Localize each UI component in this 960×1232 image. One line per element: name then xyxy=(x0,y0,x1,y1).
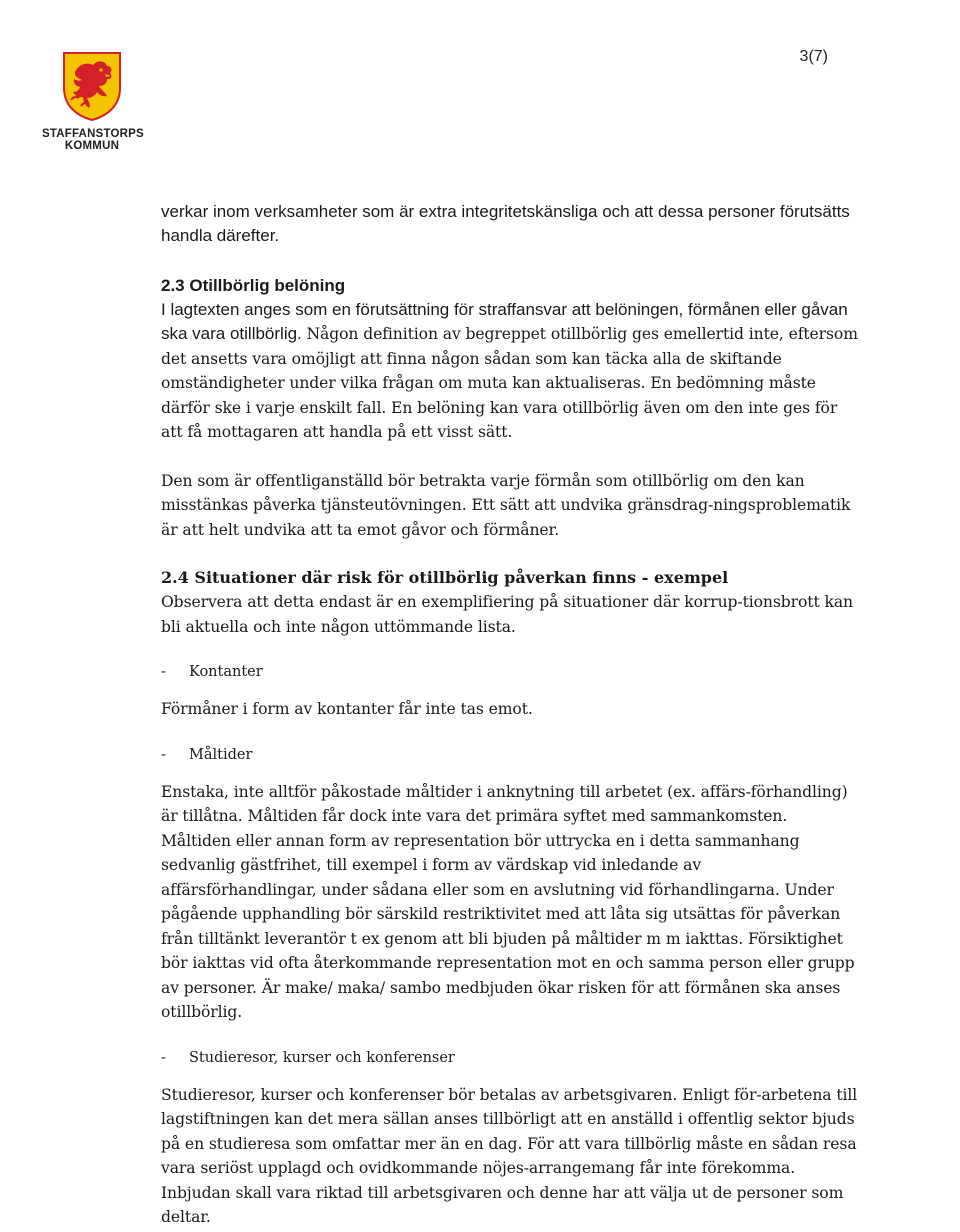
section-2-4-heading: 2.4 Situationer där risk för otillbörlig påverkan finns - exempel xyxy=(161,568,729,587)
logo-text-line1: STAFFANSTORPS xyxy=(42,128,144,140)
section-2-4-intro: Observera att detta endast är en exemplifiering på situationer där korrup-tionsbrott kan bli aktuella och inte någon uttömmande lista. xyxy=(161,593,853,636)
list-item-text: Förmåner i form av kontanter får inte tas emot. xyxy=(161,700,533,718)
list-item-label: Kontanter xyxy=(189,664,263,680)
logo-text-line2: KOMMUN xyxy=(64,140,120,152)
page-number: 3(7) xyxy=(799,48,828,65)
municipality-logo xyxy=(42,50,142,152)
list-dash: - xyxy=(161,1049,166,1066)
list-dash: - xyxy=(161,664,166,680)
section-2-3-para1-serif: Någon definition av begreppet otillbörlig ges emellertid inte, eftersom det ansetts vara omöjligt att finna någon sådan som kan täcka alla de skiftande omständigheter under vilka frågan om muta kan aktualiseras. En bedömning måste därför ske i varje enskilt fall. En belöning kan vara otillbörlig även om den inte ges för att få mottagaren att handla på ett visst sätt. xyxy=(161,325,858,441)
list-item-text: Enstaka, inte alltför påkostade måltider i anknytning till arbetet (ex. affärs-förhandling) är tillåtna. Måltiden får dock inte vara det primära syftet med sammankomsten. Måltiden eller annan form av representation bör uttrycka en i detta sammanhang sedvanlig gästfrihet, till exempel i form av värdskap vid inledande av affärsförhandlingar, under sådana eller som en avslutning vid förhandlingarna. Under pågående upphandling bör särskild restriktivitet med att låta sig utsättas för påverkan från tilltänkt leverantör t ex genom att bli bjuden på måltider m m iakttas. Försiktighet bör iakttas vid ofta återkommande representation mot en och samma person eller grupp av personer. Är make/ maka/ sambo medbjuden ökar risken för att förmånen ska anses otillbörlig. xyxy=(161,782,855,1021)
list-item-label: Måltider xyxy=(189,746,253,763)
list-item-text: Studieresor, kurser och konferenser bör betalas av arbetsgivaren. Enligt för-arbetena till lagstiftningen kan det mera sällan anses tillbörligt att en anställd i offentlig sektor bjuds på en studieresa som omfattar mer än en dag. För att vara tillbörlig måste en sådan resa vara seriöst upplagd och ovidkommande nöjes-arrangemang får inte förekomma. Inbjudan skall vara riktad till arbetsgivaren och denne har att välja ut de personer som deltar. xyxy=(161,1085,858,1226)
list-item-label: Studieresor, kurser och konferenser xyxy=(189,1049,455,1066)
list-item-maltider xyxy=(161,744,861,766)
section-2-3-para1 xyxy=(161,298,861,445)
section-2-3-para2: Den som är offentliganställd bör betrakta varje förmån som otillbörlig om den kan misstänkas påverka tjänsteutövningen. Ett sätt att undvika gränsdrag-ningsproblematik är att helt undvika att ta emot gåvor och förmåner. xyxy=(161,471,851,539)
coat-of-arms-lion-icon xyxy=(61,50,123,122)
section-2-3-heading: 2.3 Otillbörlig belöning xyxy=(161,276,346,295)
intro-paragraph: verkar inom verksamheter som är extra integritetskänsliga och att dessa personer förutsätts handla därefter. xyxy=(161,202,850,245)
list-dash: - xyxy=(161,746,166,763)
section-2-3-para1-sans: I lagtexten anges som en förutsättning för straffansvar att belöningen, förmånen eller gåvan ska vara otillbörlig. xyxy=(161,300,848,343)
document-body xyxy=(161,200,861,1230)
list-item-kontanter xyxy=(161,661,861,683)
list-item-studieresor xyxy=(161,1047,861,1069)
